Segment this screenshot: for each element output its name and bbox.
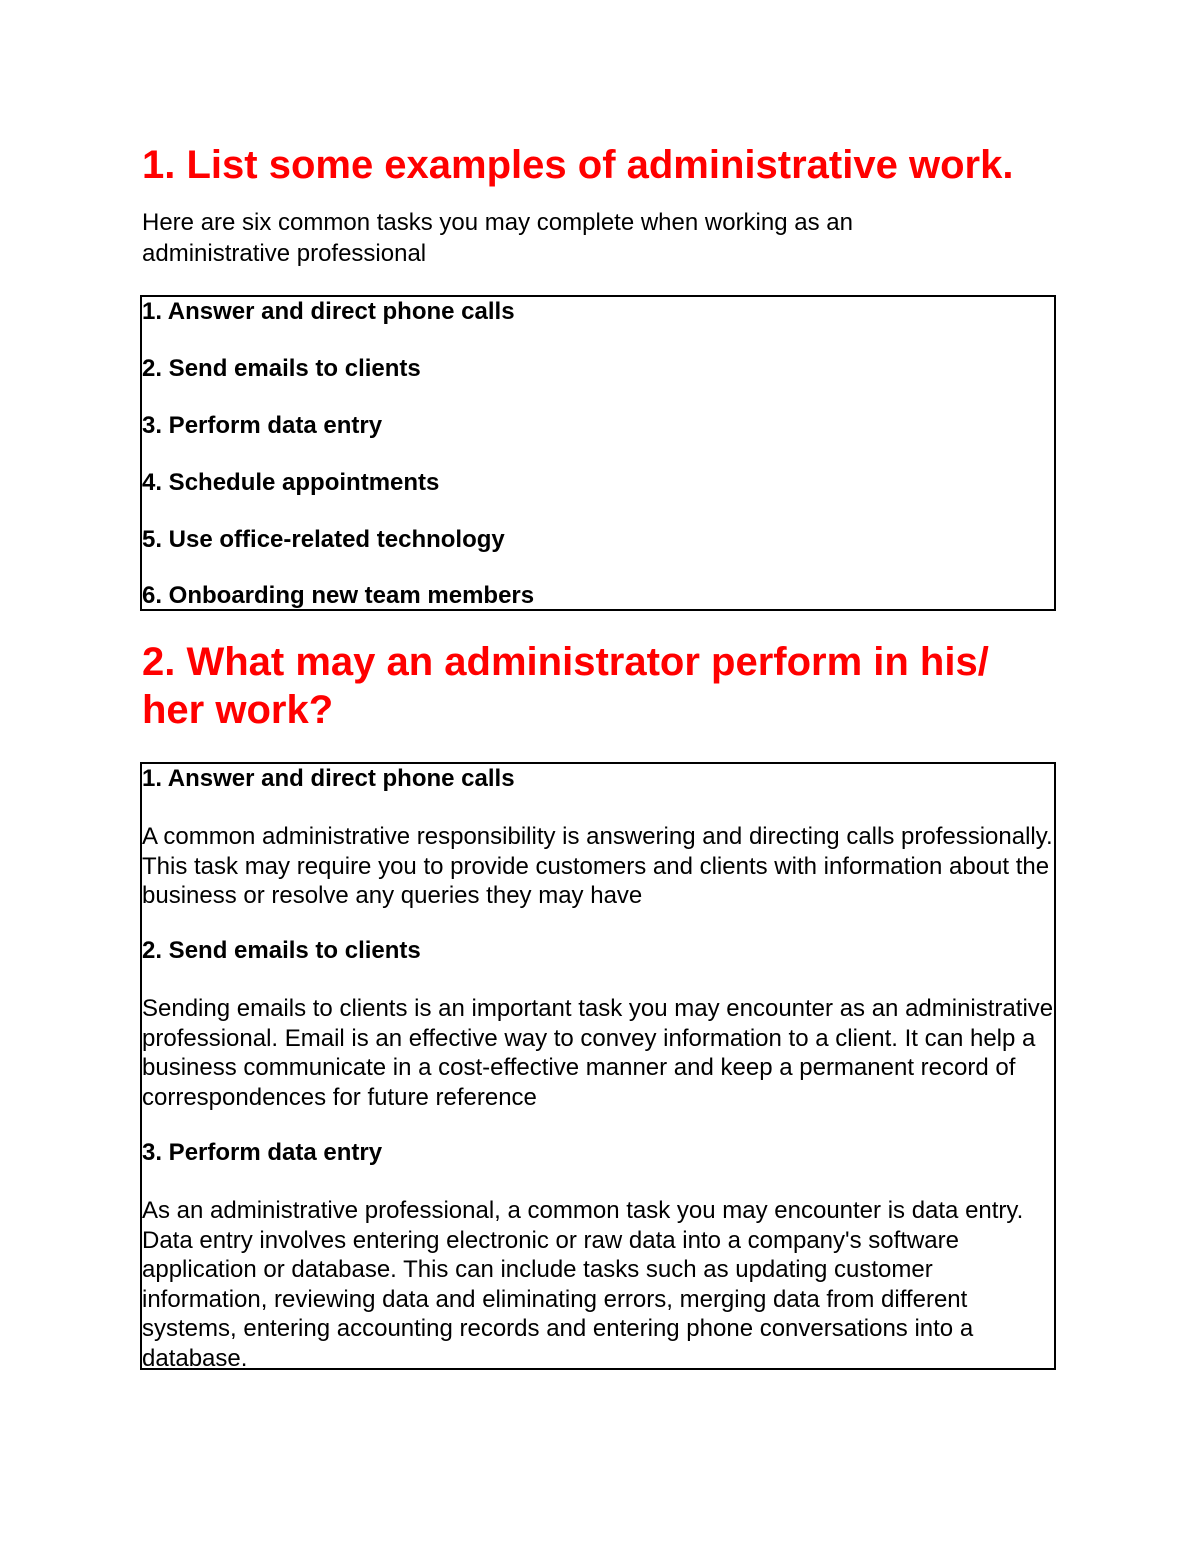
task-item: 5. Use office-related technology (142, 526, 505, 553)
task-item: 2. Send emails to clients (142, 355, 421, 382)
task-title: 1. Answer and direct phone calls (142, 765, 515, 792)
task-title: 3. Perform data entry (142, 1139, 383, 1166)
task-item: 6. Onboarding new team members (142, 582, 535, 609)
task-description: Sending emails to clients is an important task you may encounter as an administrative professional. Email is an effective way to convey information to a client. It can help a business communicate in a cost-effective manner and keep a permanent record of correspondences for future reference (142, 995, 1054, 1111)
section-1-heading: 1. List some examples of administrative work. (142, 143, 1014, 187)
task-description: A common administrative responsibility is answering and directing calls professionally. This task may require you to provide customers and clients with information about the business or resolve any queries they may have (142, 823, 1053, 910)
task-list-box (140, 295, 1056, 611)
task-title: 2. Send emails to clients (142, 937, 421, 964)
section-1-intro: Here are six common tasks you may complete when working as an administrative professional (142, 209, 853, 267)
task-item: 1. Answer and direct phone calls (142, 298, 515, 325)
task-details-box (140, 762, 1056, 1370)
section-2-heading: 2. What may an administrator perform in his/ her work? (142, 640, 989, 732)
task-item: 4. Schedule appointments (142, 469, 440, 496)
task-item: 3. Perform data entry (142, 412, 383, 439)
task-description: As an administrative professional, a common task you may encounter is data entry. Data entry involves entering electronic or raw data into a company's software application or database. This can include tasks such as updating customer information, reviewing data and eliminating errors, merging data from different systems, entering accounting records and entering phone conversations into a database. (142, 1197, 1024, 1372)
